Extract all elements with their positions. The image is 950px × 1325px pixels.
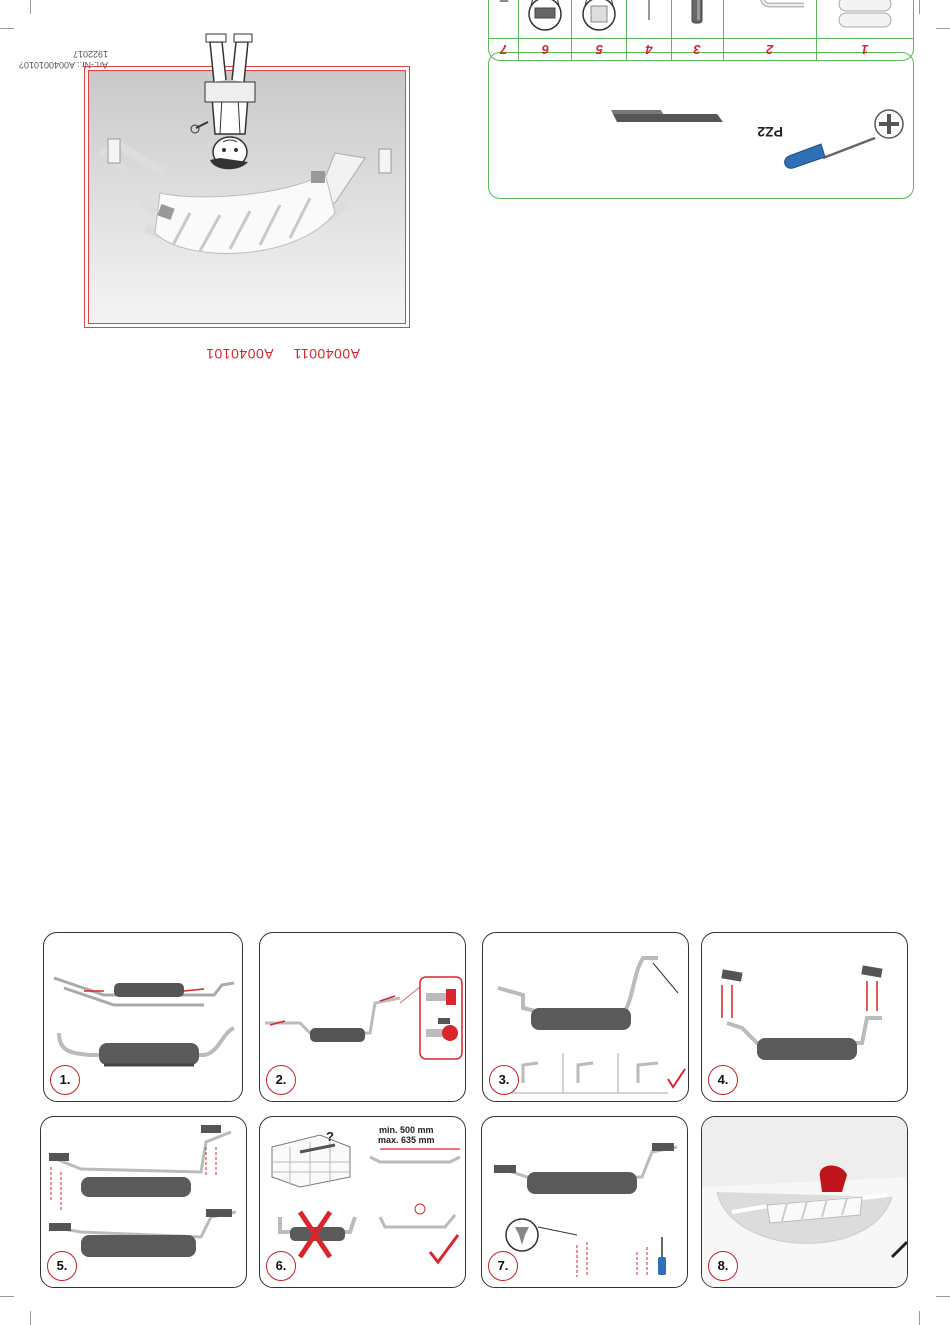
step-number: 8.: [708, 1251, 738, 1281]
tools-illustration: [487, 51, 913, 198]
rod-icon: [644, 0, 654, 27]
article-code: A0040101: [205, 346, 274, 362]
article-number-label: Art.-Nr.: A004001010?: [18, 60, 108, 70]
hex-key-icon: [611, 110, 723, 122]
screw-icon: [497, 0, 511, 7]
part-number: 2: [724, 38, 816, 60]
screwdriver-size-label: PZ2: [757, 124, 783, 140]
seat-panel-icon: [835, 0, 895, 32]
parts-list: [488, 0, 914, 61]
part-item: [816, 0, 913, 60]
step-panel-1: [43, 932, 243, 1102]
part-item: [518, 0, 571, 60]
crop-mark: [30, 1311, 31, 1325]
part-item: [489, 0, 518, 60]
upper-section: [0, 0, 950, 662]
crop-mark: [936, 1296, 950, 1297]
bent-tube-icon: [730, 0, 810, 22]
svg-text:?: ?: [326, 1129, 334, 1144]
article-codes: [190, 346, 360, 362]
pad-icon: [687, 0, 707, 27]
article-code: A0040011: [293, 346, 360, 362]
step-panel-6: [259, 1116, 466, 1288]
step-number: 5.: [47, 1251, 77, 1281]
part-number: 7: [489, 38, 518, 60]
end-cap-icon: [525, 0, 565, 35]
step-number: 1.: [50, 1065, 80, 1095]
measurement-min: min. 500 mm: [379, 1125, 434, 1135]
part-item: [571, 0, 626, 60]
step-number: 3.: [489, 1065, 519, 1095]
part-item: [723, 0, 816, 60]
step-number: 6.: [266, 1251, 296, 1281]
measurement-max: max. 635 mm: [378, 1135, 435, 1145]
part-number: 6: [519, 38, 571, 60]
part-number: 3: [672, 38, 723, 60]
part-number: 5: [572, 38, 626, 60]
step-number: 4.: [708, 1065, 738, 1095]
step-panel-3: [482, 932, 689, 1102]
step-panel-4: [701, 932, 908, 1102]
step-panel-5: [40, 1116, 247, 1288]
measurement-label: [378, 1125, 435, 1145]
part-number: 4: [627, 38, 670, 60]
tools-box: [488, 52, 914, 199]
part-number: 1: [817, 38, 913, 60]
step-number: 7.: [488, 1251, 518, 1281]
crop-mark: [0, 1296, 14, 1297]
part-item: [671, 0, 723, 60]
step-panel-8: [701, 1116, 908, 1288]
step-panel-7: [481, 1116, 688, 1288]
crop-mark: [919, 1311, 920, 1325]
step-panel-2: [259, 932, 466, 1102]
article-number-code: 1922017: [72, 49, 108, 59]
screwdriver-icon: [785, 138, 875, 168]
step-number: 2.: [266, 1065, 296, 1095]
clip-icon: [579, 0, 619, 35]
mascot-illustration: [190, 22, 270, 172]
part-item: [626, 0, 670, 60]
phillips-head-icon: [875, 110, 903, 138]
